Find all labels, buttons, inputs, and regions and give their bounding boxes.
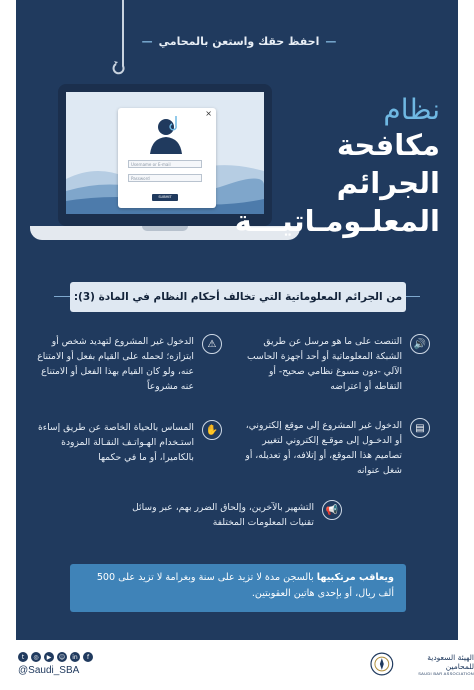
social-icons — [18, 652, 93, 662]
snapchat-icon[interactable]: ☺ — [58, 653, 66, 661]
organization-logo — [370, 652, 474, 676]
laptop-screen-display — [66, 92, 264, 214]
warning-icon: ⚠ — [202, 334, 222, 354]
speaker-icon: 🔊 — [410, 334, 430, 354]
megaphone-icon: 📢 — [322, 500, 342, 520]
poster — [16, 0, 458, 640]
crime-item-text: التشهير بالآخرين، وإلحاق الضرر بهم، عبر وسائل تقنيات المعلومات المختلفة — [132, 502, 314, 528]
penalty-text: بالسجن مدة لا تزيد على سنة وبغرامة لا تزيد على 500 ألف ريال، أو بإحدى هاتين العقوبتين. — [96, 572, 394, 599]
submit-button: SUBMIT — [152, 194, 178, 201]
social-handle[interactable]: @Saudi_SBA — [18, 665, 80, 676]
crime-item-eavesdropping — [240, 334, 430, 394]
tagline — [124, 30, 354, 52]
crime-item-text: الدخول غير المشروع إلى موقع إلكتروني، أو الدخـول إلى موقـع إلكتروني لتغيير تصاميم هذا الموقع، أو إتلافه، أو تعديله، أو شغل عنوانه — [245, 420, 402, 476]
close-icon: × — [205, 109, 212, 118]
password-field: Password — [128, 174, 202, 182]
fishing-hook-icon — [112, 56, 134, 76]
twitter-icon[interactable]: t — [18, 652, 28, 662]
penalty-box — [70, 564, 406, 612]
title-line-1: نظام — [383, 93, 440, 126]
login-dialog — [118, 108, 216, 208]
linkedin-icon[interactable]: in — [70, 652, 80, 662]
laptop-notch — [142, 226, 188, 231]
organization-name-ar: الهيئة السعودية للمحامين — [427, 652, 474, 671]
youtube-icon[interactable]: ▶ — [44, 652, 54, 662]
facebook-icon[interactable]: f — [83, 652, 93, 662]
crime-item-text: التنصت على ما هو مرسل عن طريق الشبكة المعلوماتية أو أحد أجهزة الحاسب الآلي -دون مسوغ نظامي صحيح- أو التقاطه أو اعتراضه — [247, 336, 402, 392]
hand-phone-icon: ✋ — [202, 420, 222, 440]
poster-title — [234, 93, 440, 240]
seal-icon — [370, 652, 394, 676]
instagram-icon[interactable]: ◎ — [31, 652, 41, 662]
crime-item-blackmail — [26, 334, 222, 394]
penalty-bold: ويعاقب مرتكبيها — [316, 572, 394, 583]
crime-item-defamation — [130, 500, 342, 530]
crime-item-website-access — [240, 418, 430, 478]
footer-social — [18, 652, 93, 676]
tagline-text: احفظ حقك واستعن بالمحامي — [158, 34, 320, 48]
web-access-icon: ▤ — [410, 418, 430, 438]
title-line-3: المعلـومـاتيـــة — [234, 204, 440, 238]
organization-name-en: SAUDI BAR ASSOCIATION — [418, 670, 474, 676]
tagline-dash-right: — — [325, 34, 337, 48]
section-banner: من الجرائم المعلوماتية التي تخالف أحكام النظام في المادة (3): — [70, 282, 406, 312]
tagline-dash-left: — — [141, 34, 153, 48]
title-line-2: مكافحة الجرائم — [336, 128, 440, 200]
crime-item-text: الدخول غير المشروع لتهديد شخص أو ابتزازه؛ لحمله على القيام بفعل أو الامتناع عنه، ولو كان القيام بهذا الفعل أو الامتناع عنه مشروعاً — [37, 336, 194, 392]
crime-item-text: المساس بالحياة الخاصة عن طريق إساءة استـخدام الهـواتـف النقـالة المزودة بالكاميرا، أو ما في حكمها — [37, 422, 194, 463]
username-field: Username or E-mail — [128, 160, 202, 168]
crime-item-privacy — [26, 420, 222, 465]
hooded-person-icon — [146, 114, 188, 154]
organization-name — [398, 653, 474, 676]
